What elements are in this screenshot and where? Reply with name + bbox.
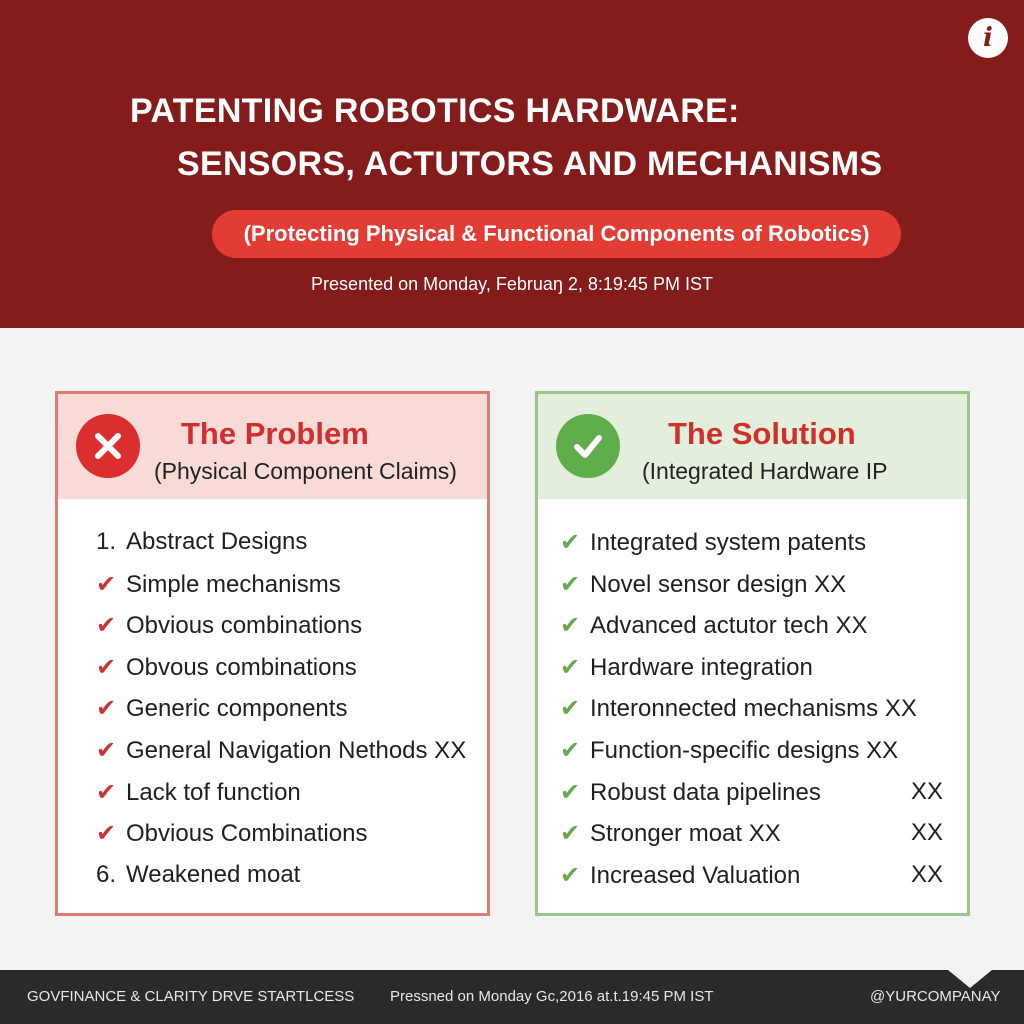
list-item: [538, 819, 967, 861]
list-item-text: Robust data pipelines: [590, 778, 821, 806]
list-number: 6.: [96, 860, 117, 888]
list-item: [538, 778, 967, 820]
solution-title: The Solution: [668, 416, 856, 451]
close-icon: [76, 414, 140, 478]
list-item-text: Obvous combinations: [126, 653, 357, 681]
check-icon: ✔: [96, 570, 117, 598]
list-item-text: Abstract Designs: [126, 528, 308, 555]
list-item-text: Novel sensor design XX: [590, 570, 847, 598]
check-icon: ✔: [560, 612, 581, 640]
check-icon: ✔: [560, 820, 581, 848]
presented-date: Presented on Monday, Februaŋ 2, 8:19:45 PM IST: [311, 274, 713, 294]
check-icon: ✔: [96, 612, 117, 640]
list-item: [58, 653, 487, 695]
list-item: [58, 611, 487, 653]
list-item-text: Simple mechanisms: [126, 570, 341, 598]
check-icon: ✔: [560, 778, 581, 806]
list-item: [538, 570, 967, 612]
info-icon[interactable]: i: [968, 18, 1008, 58]
subtitle-pill: (Protecting Physical & Functional Components of Robotics): [212, 210, 901, 258]
footer-handle[interactable]: @YURCOMPANAY: [870, 988, 1001, 1005]
list-item: [538, 694, 967, 736]
footer-middle-text: Pressned on Monday Gc,2016 at.t.19:45 PM IST: [390, 988, 714, 1005]
list-item-text: Integrated system patents: [590, 529, 867, 556]
list-number: 1.: [96, 528, 117, 555]
list-item-text: Generic components: [126, 695, 348, 723]
problem-subtitle: (Physical Component Claims): [154, 458, 457, 484]
list-item: [58, 694, 487, 736]
list-item: [58, 819, 487, 861]
list-item-text: Interonnected mechanisms XX: [590, 695, 917, 723]
list-item: [58, 861, 487, 903]
list-item-text: Lack tof function: [126, 778, 301, 806]
solution-subtitle: (Integrated Hardware IP: [642, 458, 888, 484]
check-icon: ✔: [560, 529, 581, 556]
footer-bar: [0, 970, 1024, 1024]
list-item-text: Stronger moat XX: [590, 820, 781, 848]
title-line-2: SENSORS, ACTUTORS AND MECHANISMS: [177, 145, 883, 183]
list-item: [538, 861, 967, 903]
list-item: [58, 778, 487, 820]
list-item: [58, 736, 487, 778]
check-icon: ✔: [96, 695, 117, 723]
list-item-text: Hardware integration: [590, 653, 813, 681]
list-item: [538, 736, 967, 778]
checkmark-icon: [556, 414, 620, 478]
list-item-text: Obvious combinations: [126, 612, 363, 640]
check-icon: ✔: [96, 653, 117, 681]
footer-notch: [948, 970, 992, 988]
check-icon: ✔: [560, 736, 581, 764]
problem-list: [58, 528, 487, 902]
list-item-text: General Navigation Nethods XX: [126, 736, 467, 764]
list-item-text: Weakened moat: [126, 860, 301, 888]
solution-panel-header: [538, 394, 967, 499]
list-item: [58, 570, 487, 612]
list-item: [538, 653, 967, 695]
solution-list: [538, 528, 967, 902]
list-item-text: Increased Valuation: [590, 861, 801, 889]
header-banner: [0, 0, 1024, 328]
solution-panel: [535, 391, 970, 916]
check-icon: ✔: [96, 820, 117, 848]
problem-panel: [55, 391, 490, 916]
list-item: [538, 611, 967, 653]
list-item: [538, 528, 967, 570]
problem-title: The Problem: [181, 416, 369, 451]
list-item-text: Function-specific designs XX: [590, 736, 899, 764]
check-icon: ✔: [96, 736, 117, 764]
list-item: [58, 528, 487, 570]
list-item-text: Obvious Combinations: [126, 820, 368, 848]
list-item-text: Advanced actutor tech XX: [590, 612, 868, 640]
footer-left-text: GOVFINANCE & CLARITY DRVE STARTLCESS: [27, 988, 355, 1005]
check-icon: ✔: [560, 570, 581, 598]
xx-mark: XX: [911, 777, 944, 805]
title-line-1: PATENTING ROBOTICS HARDWARE:: [130, 92, 740, 130]
problem-panel-header: [58, 394, 487, 499]
xx-mark: XX: [911, 860, 944, 888]
check-icon: ✔: [560, 861, 581, 889]
check-icon: ✔: [560, 695, 581, 723]
check-icon: ✔: [560, 653, 581, 681]
xx-mark: XX: [911, 819, 944, 847]
check-icon: ✔: [96, 778, 117, 806]
